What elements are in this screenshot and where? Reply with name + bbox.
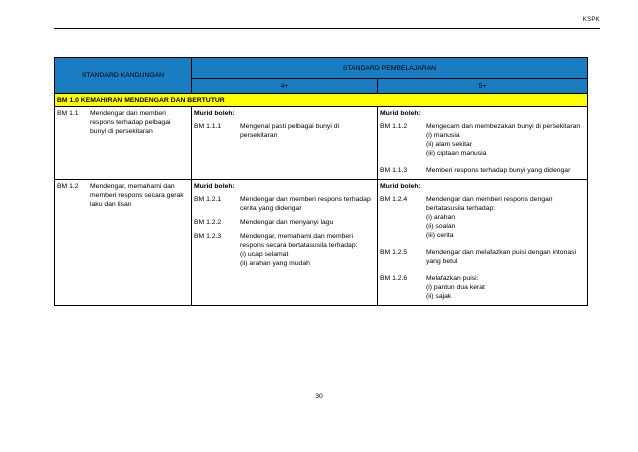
sp-code: BM 1.1.1 xyxy=(194,123,222,130)
header-standard-kandungan: STANDARD KANDUNGAN xyxy=(55,58,192,94)
sp-code: BM 1.1.3 xyxy=(380,167,408,174)
sp-text: Mendengar dan memberi respons dengan bertatasusila terhadap: xyxy=(426,196,553,212)
sp-subitem: (i) manusia xyxy=(426,132,460,139)
header-rule xyxy=(54,28,600,29)
sp-subitem: (i) ucap selamat xyxy=(240,251,289,258)
sp-text: Mendengar dan memberi respons terhadap cerita yang didengar xyxy=(240,196,371,212)
header-age-5: 5+ xyxy=(378,79,588,94)
sk-text: Mendengar dan memberi respons terhadap pelbagai bunyi di persekitaran xyxy=(90,110,171,135)
sp-subitem: (ii) soalan xyxy=(426,223,456,230)
sp-text: Melafazkan puisi: xyxy=(426,275,479,282)
sp-text: Mengecam dan membezakan bunyi di persekitaran xyxy=(426,123,581,130)
sp-code: BM 1.2.4 xyxy=(380,196,408,203)
curriculum-table xyxy=(54,57,588,306)
murid-label: Murid boleh: xyxy=(194,183,235,190)
sp-text: Mendengar, memahami dan memberi respons secara bertatasusila terhadap: xyxy=(240,233,358,249)
sp-code: BM 1.2.1 xyxy=(194,196,222,203)
murid-label: Murid boleh: xyxy=(194,110,235,117)
sk-code: BM 1.1 xyxy=(57,110,79,117)
murid-label: Murid boleh: xyxy=(380,183,421,190)
sp-text: Memberi respons terhadap bunyi yang didengar xyxy=(426,167,571,174)
sp-cell-5 xyxy=(378,180,588,306)
sk-cell xyxy=(55,180,192,306)
sp-subitem: (ii) arahan yang mudah xyxy=(240,260,310,267)
sp-subitem: (i) arahan xyxy=(426,214,456,221)
sp-cell-4 xyxy=(192,107,378,180)
sp-subitem: (ii) alam sekitar xyxy=(426,141,473,148)
table-row xyxy=(55,180,588,306)
header-standard-pembelajaran: STANDARD PEMBELAJARAN xyxy=(192,58,588,79)
sk-code: BM 1.2 xyxy=(57,183,79,190)
sp-subitem: (ii) sajak xyxy=(426,293,452,300)
sp-cell-5 xyxy=(378,107,588,180)
sp-code: BM 1.1.2 xyxy=(380,123,408,130)
header-age-4: 4+ xyxy=(192,79,378,94)
sp-code: BM 1.2.2 xyxy=(194,219,222,226)
sk-cell xyxy=(55,107,192,180)
section-band: BM 1.0 KEMAHIRAN MENDENGAR DAN BERTUTUR xyxy=(55,94,588,107)
sp-cell-4 xyxy=(192,180,378,306)
sp-subitem: (iii) cerita xyxy=(426,232,454,239)
murid-label: Murid boleh: xyxy=(380,110,421,117)
sk-text: Mendengar, memahami dan memberi respons secara gerak laku dan lisan xyxy=(90,183,184,208)
sp-subitem: (iii) ciptaan manusia xyxy=(426,150,487,157)
sp-text: Mengenal pasti pelbagai bunyi di persekitaran xyxy=(240,123,340,139)
sp-code: BM 1.2.3 xyxy=(194,233,222,240)
table-row xyxy=(55,107,588,180)
sp-subitem: (i) pantun dua kerat xyxy=(426,284,485,291)
document-header-tag: KSPK xyxy=(582,17,600,23)
sp-code: BM 1.2.5 xyxy=(380,249,408,256)
sp-code: BM 1.2.6 xyxy=(380,275,408,282)
sp-text: Mendengar dan menyanyi lagu xyxy=(240,219,334,226)
sp-text: Mendengar dan melafazkan puisi dengan intonasi yang betul xyxy=(426,249,577,265)
page-number: 30 xyxy=(315,393,323,400)
